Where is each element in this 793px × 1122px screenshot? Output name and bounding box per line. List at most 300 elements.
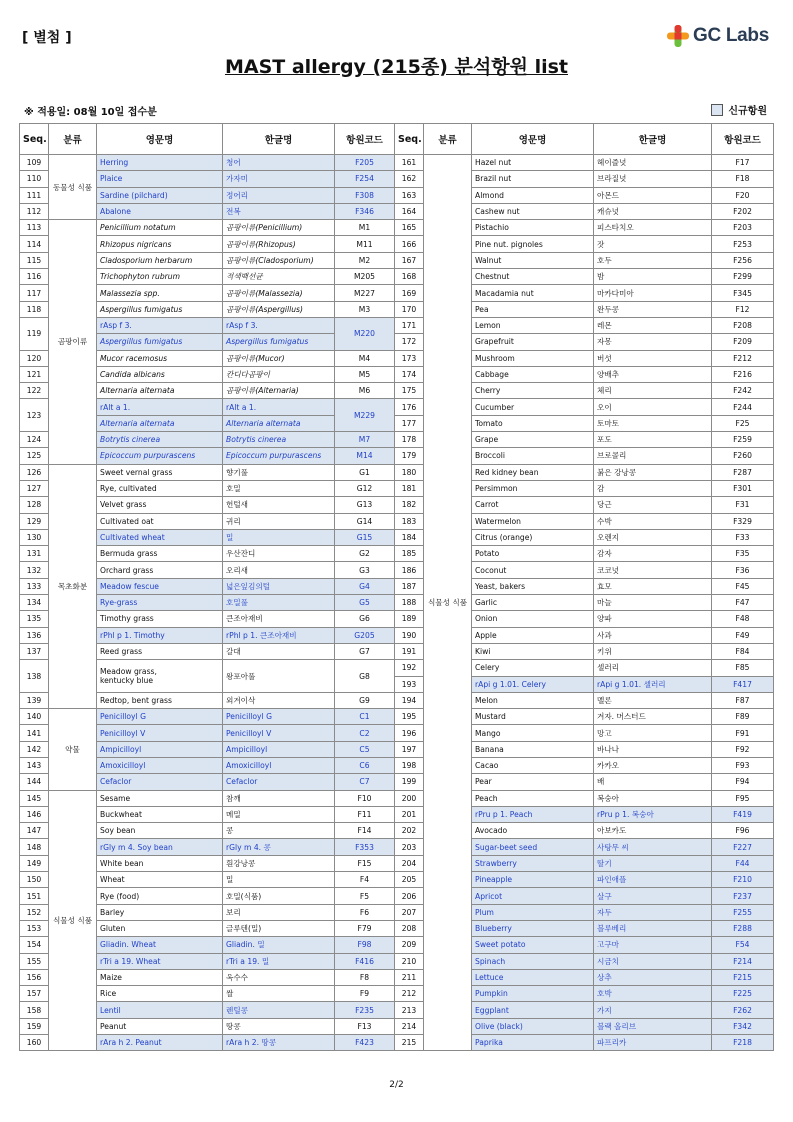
seq-cell: 196 [395, 725, 424, 741]
english-name-cell: Tomato [472, 415, 594, 431]
korean-name-cell: 망고 [594, 725, 712, 741]
korean-name-cell: 갈대 [223, 643, 335, 659]
antigen-code-cell: F353 [335, 839, 395, 855]
english-name-cell: Maize [97, 969, 223, 985]
antigen-code-cell: F419 [712, 806, 774, 822]
korean-name-cell: 효모 [594, 578, 712, 594]
seq-cell: 173 [395, 350, 424, 366]
legend [711, 102, 767, 117]
table-row [20, 806, 774, 822]
english-name-cell: Pear [472, 774, 594, 790]
seq-cell: 140 [20, 709, 49, 725]
antigen-code-cell: F235 [335, 1002, 395, 1018]
table-row [20, 317, 774, 333]
antigen-code-cell: F259 [712, 432, 774, 448]
korean-name-cell: 고구마 [594, 937, 712, 953]
antigen-code-cell: F84 [712, 643, 774, 659]
antigen-code-cell: F202 [712, 203, 774, 219]
antigen-code-cell: F87 [712, 692, 774, 708]
english-name-cell: Alternaria alternata [97, 415, 223, 431]
seq-cell: 115 [20, 252, 49, 268]
table-row [20, 480, 774, 496]
table-row [20, 595, 774, 611]
seq-cell: 186 [395, 562, 424, 578]
table-row [20, 155, 774, 171]
antigen-code-cell: G8 [335, 660, 395, 693]
english-name-cell: Botrytis cinerea [97, 432, 223, 448]
korean-name-cell: 캐슈넛 [594, 203, 712, 219]
english-name-cell: Pistachio [472, 220, 594, 236]
table-row [20, 692, 774, 708]
english-name-cell: Lentil [97, 1002, 223, 1018]
korean-name-cell: 바나나 [594, 741, 712, 757]
antigen-code-cell: F227 [712, 839, 774, 855]
korean-name-cell: rAlt a 1. [223, 399, 335, 415]
korean-name-cell: 쌀 [223, 986, 335, 1002]
seq-cell: 146 [20, 806, 49, 822]
seq-cell: 137 [20, 643, 49, 659]
table-row [20, 383, 774, 399]
korean-name-cell: 호밀(식품) [223, 888, 335, 904]
seq-cell: 139 [20, 692, 49, 708]
english-name-cell: Melon [472, 692, 594, 708]
english-name-cell: Plaice [97, 171, 223, 187]
english-name-cell: Orchard grass [97, 562, 223, 578]
antigen-code-cell: M220 [335, 317, 395, 350]
english-name-cell: Epicoccum purpurascens [97, 448, 223, 464]
korean-name-cell: 밀 [223, 529, 335, 545]
seq-cell: 148 [20, 839, 49, 855]
korean-name-cell: rPru p 1. 복숭아 [594, 806, 712, 822]
seq-cell: 202 [395, 823, 424, 839]
table-row [20, 839, 774, 855]
seq-cell: 154 [20, 937, 49, 953]
korean-name-cell: 곰팡이류(Malassezia) [223, 285, 335, 301]
korean-name-cell: 외겨이삭 [223, 692, 335, 708]
seq-cell: 129 [20, 513, 49, 529]
seq-cell: 136 [20, 627, 49, 643]
korean-name-cell: 마늘 [594, 595, 712, 611]
korean-name-cell: 양배추 [594, 366, 712, 382]
korean-name-cell: 마카다미아 [594, 285, 712, 301]
table-row [20, 513, 774, 529]
english-name-cell: Velvet grass [97, 497, 223, 513]
seq-cell: 142 [20, 741, 49, 757]
antigen-code-cell: F11 [335, 806, 395, 822]
antigen-code-cell: F299 [712, 269, 774, 285]
english-name-cell: Aspergillus fumigatus [97, 301, 223, 317]
korean-name-cell: rTri a 19. 밀 [223, 953, 335, 969]
table-row [20, 969, 774, 985]
korean-name-cell: 양파 [594, 611, 712, 627]
antigen-code-cell: C6 [335, 757, 395, 773]
english-name-cell: Cacao [472, 757, 594, 773]
korean-name-cell: 셀러리 [594, 660, 712, 676]
english-name-cell: Yeast, bakers [472, 578, 594, 594]
table-row [20, 709, 774, 725]
antigen-code-cell: M5 [335, 366, 395, 382]
english-name-cell: Red kidney bean [472, 464, 594, 480]
table-row [20, 855, 774, 871]
korean-name-cell: 토마토 [594, 415, 712, 431]
english-name-cell: Spinach [472, 953, 594, 969]
seq-cell: 188 [395, 595, 424, 611]
antigen-code-cell: F4 [335, 872, 395, 888]
seq-cell: 126 [20, 464, 49, 480]
antigen-code-cell: F205 [335, 155, 395, 171]
english-name-cell: Citrus (orange) [472, 529, 594, 545]
header-category: 분류 [49, 124, 97, 155]
antigen-code-cell: F208 [712, 317, 774, 333]
antigen-code-cell: F17 [712, 155, 774, 171]
seq-cell: 158 [20, 1002, 49, 1018]
seq-cell: 112 [20, 203, 49, 219]
korean-name-cell: 곰팡이류(Rhizopus) [223, 236, 335, 252]
english-name-cell: Alternaria alternata [97, 383, 223, 399]
english-name-cell: Banana [472, 741, 594, 757]
korean-name-cell: Gliadin. 밀 [223, 937, 335, 953]
category-cell: 식물성 식품 [49, 790, 97, 1051]
seq-cell: 118 [20, 301, 49, 317]
antigen-code-cell: F31 [712, 497, 774, 513]
antigen-code-cell: G4 [335, 578, 395, 594]
table-row [20, 643, 774, 659]
header-antigen-code: 항원코드 [335, 124, 395, 155]
header-seq: Seq. [20, 124, 49, 155]
table-row [20, 529, 774, 545]
seq-cell: 179 [395, 448, 424, 464]
seq-cell: 114 [20, 236, 49, 252]
korean-name-cell: 복숭아 [594, 790, 712, 806]
antigen-code-cell: M11 [335, 236, 395, 252]
korean-name-cell: 포도 [594, 432, 712, 448]
category-cell: 목초화분 [49, 464, 97, 708]
korean-name-cell: Aspergillus fumigatus [223, 334, 335, 350]
english-name-cell: Plum [472, 904, 594, 920]
english-name-cell: Redtop, bent grass [97, 692, 223, 708]
korean-name-cell: rApi g 1.01. 셀러리 [594, 676, 712, 692]
english-name-cell: Abalone [97, 203, 223, 219]
seq-cell: 145 [20, 790, 49, 806]
table-row [20, 660, 774, 676]
header-seq: Seq. [395, 124, 424, 155]
seq-cell: 209 [395, 937, 424, 953]
antigen-code-cell: F253 [712, 236, 774, 252]
seq-cell: 180 [395, 464, 424, 480]
antigen-code-cell: F47 [712, 595, 774, 611]
korean-name-cell: 옥수수 [223, 969, 335, 985]
seq-cell: 113 [20, 220, 49, 236]
english-name-cell: Penicillium notatum [97, 220, 223, 236]
korean-name-cell: rGly m 4. 콩 [223, 839, 335, 855]
english-name-cell: Candida albicans [97, 366, 223, 382]
english-name-cell: Coconut [472, 562, 594, 578]
table-row [20, 187, 774, 203]
korean-name-cell: 감자 [594, 546, 712, 562]
antigen-code-cell: F85 [712, 660, 774, 676]
antigen-code-cell: F48 [712, 611, 774, 627]
antigen-code-cell: F254 [335, 171, 395, 187]
korean-name-cell: 잣 [594, 236, 712, 252]
antigen-code-cell: F10 [335, 790, 395, 806]
antigen-code-cell: M3 [335, 301, 395, 317]
seq-cell: 184 [395, 529, 424, 545]
antigen-code-cell: F210 [712, 872, 774, 888]
korean-name-cell: Cefaclor [223, 774, 335, 790]
antigen-code-cell: G13 [335, 497, 395, 513]
antigen-code-cell: F5 [335, 888, 395, 904]
seq-cell: 134 [20, 595, 49, 611]
table-row [20, 171, 774, 187]
english-name-cell: Gliadin. Wheat [97, 937, 223, 953]
table-row [20, 366, 774, 382]
korean-name-cell: 메밀 [223, 806, 335, 822]
korean-name-cell: 아몬드 [594, 187, 712, 203]
antigen-code-cell: F79 [335, 920, 395, 936]
antigen-code-cell: G12 [335, 480, 395, 496]
korean-name-cell: 파프리카 [594, 1035, 712, 1051]
english-name-cell: Timothy grass [97, 611, 223, 627]
seq-cell: 187 [395, 578, 424, 594]
korean-name-cell: 향기풀 [223, 464, 335, 480]
english-name-cell: rAsp f 3. [97, 317, 223, 333]
antigen-code-cell: F95 [712, 790, 774, 806]
english-name-cell: Penicilloyl G [97, 709, 223, 725]
seq-cell: 191 [395, 643, 424, 659]
antigen-code-cell: F89 [712, 709, 774, 725]
antigen-code-cell: F345 [712, 285, 774, 301]
table-row [20, 399, 774, 415]
antigen-code-cell: F36 [712, 562, 774, 578]
korean-name-cell: rAsp f 3. [223, 317, 335, 333]
table-row [20, 578, 774, 594]
antigen-code-cell: F287 [712, 464, 774, 480]
legend-label: 신규항원 [728, 106, 767, 117]
antigen-code-cell: G2 [335, 546, 395, 562]
antigen-code-cell: F260 [712, 448, 774, 464]
antigen-code-cell: F14 [335, 823, 395, 839]
korean-name-cell: 우산잔디 [223, 546, 335, 562]
seq-cell: 168 [395, 269, 424, 285]
antigen-code-cell: M1 [335, 220, 395, 236]
seq-cell: 178 [395, 432, 424, 448]
english-name-cell: Carrot [472, 497, 594, 513]
seq-cell: 121 [20, 366, 49, 382]
english-name-cell: rPhl p 1. Timothy [97, 627, 223, 643]
table-row [20, 562, 774, 578]
table-row [20, 236, 774, 252]
antigen-code-cell: F8 [335, 969, 395, 985]
seq-cell: 203 [395, 839, 424, 855]
korean-name-cell: 곰팡이류(Aspergillus) [223, 301, 335, 317]
antigen-code-cell: F9 [335, 986, 395, 1002]
table-row [20, 350, 774, 366]
english-name-cell: rAlt a 1. [97, 399, 223, 415]
seq-cell: 117 [20, 285, 49, 301]
korean-name-cell: Penicilloyl G [223, 709, 335, 725]
english-name-cell: Soy bean [97, 823, 223, 839]
english-name-cell: Lemon [472, 317, 594, 333]
english-name-cell: Rice [97, 986, 223, 1002]
korean-name-cell: 코코넛 [594, 562, 712, 578]
korean-name-cell: 호밀 [223, 480, 335, 496]
table-row [20, 904, 774, 920]
english-name-cell: Olive (black) [472, 1018, 594, 1034]
antigen-code-cell: F93 [712, 757, 774, 773]
table-row [20, 546, 774, 562]
header-korean-name: 한글명 [594, 124, 712, 155]
antigen-code-cell: F35 [712, 546, 774, 562]
antigen-code-cell: F13 [335, 1018, 395, 1034]
english-name-cell: Trichophyton rubrum [97, 269, 223, 285]
seq-cell: 214 [395, 1018, 424, 1034]
legend-swatch [711, 104, 723, 116]
korean-name-cell: 시금치 [594, 953, 712, 969]
antigen-code-cell: G3 [335, 562, 395, 578]
antigen-code-cell: F255 [712, 904, 774, 920]
antigen-code-cell: F329 [712, 513, 774, 529]
english-name-cell: Pumpkin [472, 986, 594, 1002]
english-name-cell: rGly m 4. Soy bean [97, 839, 223, 855]
antigen-code-cell: F242 [712, 383, 774, 399]
antigen-code-cell: F6 [335, 904, 395, 920]
korean-name-cell: 적색백선균 [223, 269, 335, 285]
seq-cell: 147 [20, 823, 49, 839]
english-name-cell: rApi g 1.01. Celery [472, 676, 594, 692]
antigen-code-cell: F244 [712, 399, 774, 415]
table-header-row [20, 124, 774, 155]
category-cell: 약물 [49, 709, 97, 790]
antigen-code-cell: M229 [335, 399, 395, 432]
antigen-code-cell: F25 [712, 415, 774, 431]
seq-cell: 177 [395, 415, 424, 431]
seq-cell: 156 [20, 969, 49, 985]
english-name-cell: Grapefruit [472, 334, 594, 350]
english-name-cell: Mango [472, 725, 594, 741]
english-name-cell: Mustard [472, 709, 594, 725]
antigen-code-cell: F256 [712, 252, 774, 268]
category-cell: 동물성 식품 [49, 155, 97, 220]
korean-name-cell: 헌털새 [223, 497, 335, 513]
seq-cell: 174 [395, 366, 424, 382]
table-row [20, 872, 774, 888]
table-row [20, 790, 774, 806]
seq-cell: 194 [395, 692, 424, 708]
seq-cell: 176 [395, 399, 424, 415]
antigen-code-cell: F423 [335, 1035, 395, 1051]
korean-name-cell: Alternaria alternata [223, 415, 335, 431]
antigen-code-cell: C1 [335, 709, 395, 725]
korean-name-cell: Ampicilloyl [223, 741, 335, 757]
antigen-code-cell: F416 [335, 953, 395, 969]
table-row [20, 725, 774, 741]
korean-name-cell: 전복 [223, 203, 335, 219]
table-row [20, 334, 774, 350]
antigen-code-cell: F237 [712, 888, 774, 904]
english-name-cell: Onion [472, 611, 594, 627]
seq-cell: 204 [395, 855, 424, 871]
english-name-cell: Malassezia spp. [97, 285, 223, 301]
korean-name-cell: 칸디다곰팡이 [223, 366, 335, 382]
korean-name-cell: 가자미 [223, 171, 335, 187]
antigen-code-cell: F45 [712, 578, 774, 594]
antigen-code-cell: F209 [712, 334, 774, 350]
seq-cell: 172 [395, 334, 424, 350]
antigen-code-cell: G6 [335, 611, 395, 627]
seq-cell: 159 [20, 1018, 49, 1034]
category-cell: 식물성 식품 [424, 155, 472, 1051]
antigen-code-cell: M7 [335, 432, 395, 448]
table-row [20, 611, 774, 627]
table-row [20, 986, 774, 1002]
antigen-code-cell: C7 [335, 774, 395, 790]
english-name-cell: Almond [472, 187, 594, 203]
english-name-cell: rTri a 19. Wheat [97, 953, 223, 969]
page-number: 2/2 [389, 1080, 404, 1090]
english-name-cell: Cladosporium herbarum [97, 252, 223, 268]
seq-cell: 197 [395, 741, 424, 757]
antigen-code-cell: M205 [335, 269, 395, 285]
english-name-line: Meadow grass, [100, 667, 157, 676]
korean-name-cell: 사탕무 씨 [594, 839, 712, 855]
seq-cell: 201 [395, 806, 424, 822]
korean-name-cell: 아보카도 [594, 823, 712, 839]
seq-cell: 135 [20, 611, 49, 627]
seq-cell: 122 [20, 383, 49, 399]
seq-cell: 213 [395, 1002, 424, 1018]
korean-name-cell: 오렌지 [594, 529, 712, 545]
logo-text: GC Labs [692, 25, 769, 46]
seq-cell: 166 [395, 236, 424, 252]
korean-name-cell: 자몽 [594, 334, 712, 350]
english-name-cell: Broccoli [472, 448, 594, 464]
seq-cell: 109 [20, 155, 49, 171]
korean-name-cell: Penicilloyl V [223, 725, 335, 741]
antigen-code-cell: F225 [712, 986, 774, 1002]
antigen-code-cell: C5 [335, 741, 395, 757]
antigen-code-cell: F203 [712, 220, 774, 236]
korean-name-cell: 붉은 강낭콩 [594, 464, 712, 480]
korean-name-cell: Epicoccum purpurascens [223, 448, 335, 464]
english-name-cell: White bean [97, 855, 223, 871]
antigen-code-cell: F216 [712, 366, 774, 382]
seq-cell: 123 [20, 399, 49, 432]
english-name-cell: Aspergillus fumigatus [97, 334, 223, 350]
english-name-cell: Cabbage [472, 366, 594, 382]
antigen-code-cell: F15 [335, 855, 395, 871]
korean-name-cell: 큰조아재비 [223, 611, 335, 627]
seq-cell: 164 [395, 203, 424, 219]
korean-name-cell: 글루텐(밀) [223, 920, 335, 936]
table-row [20, 285, 774, 301]
korean-name-cell: 상추 [594, 969, 712, 985]
english-name-cell: Kiwi [472, 643, 594, 659]
korean-name-cell: 보리 [223, 904, 335, 920]
korean-name-cell: 피스타치오 [594, 220, 712, 236]
antigen-code-cell: F215 [712, 969, 774, 985]
table-row [20, 220, 774, 236]
seq-cell: 200 [395, 790, 424, 806]
antigen-code-cell: F262 [712, 1002, 774, 1018]
table-row [20, 1002, 774, 1018]
korean-name-cell: 레몬 [594, 317, 712, 333]
english-name-cell: Rye (food) [97, 888, 223, 904]
korean-name-cell: 배 [594, 774, 712, 790]
korean-name-cell: 참깨 [223, 790, 335, 806]
korean-name-cell: 곰팡이류(Mucor) [223, 350, 335, 366]
korean-name-cell: 땅콩 [223, 1018, 335, 1034]
english-name-cell: Eggplant [472, 1002, 594, 1018]
